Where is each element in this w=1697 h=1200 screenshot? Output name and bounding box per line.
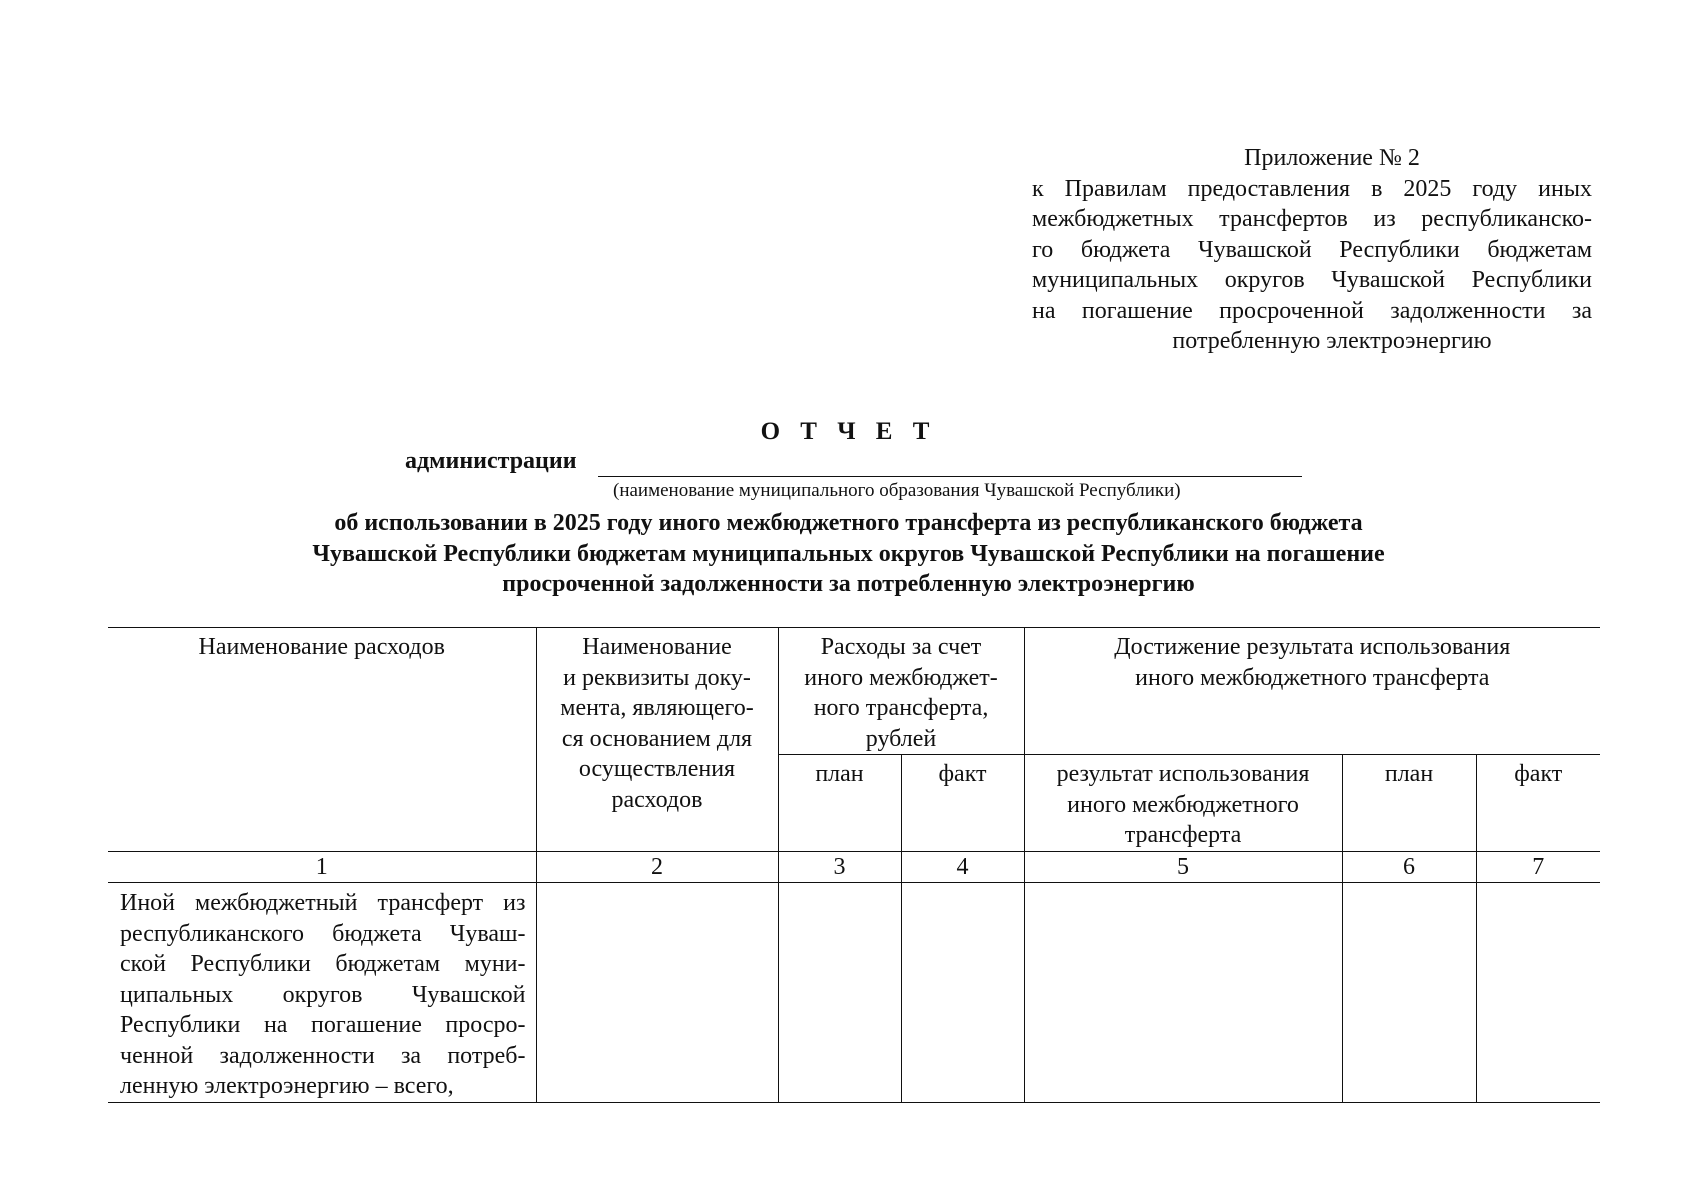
column-number: 3 <box>778 851 901 883</box>
header-document-line: Наименование <box>582 634 732 660</box>
header-result-line: Достижение результата использования <box>1114 634 1511 660</box>
header-plan-2: план <box>1342 755 1476 852</box>
appendix-line: муниципальных округов Чувашской Республики <box>1032 267 1592 293</box>
appendix-line: на погашение просроченной задолженности за <box>1032 297 1592 324</box>
appendix-line: го бюджета Чувашской Республики бюджетам <box>1032 236 1592 263</box>
row-description-line: ской Республики бюджетам муни- <box>120 951 526 977</box>
header-document-line: ся основанием для <box>561 725 753 752</box>
row-cell-plan <box>778 883 901 1103</box>
header-expenses-line: Расходы за счет <box>820 634 982 660</box>
header-plan: план <box>778 755 901 852</box>
subject-line: просроченной задолженности за потребленную электроэнергию <box>502 571 1195 597</box>
report-subject <box>0 508 1697 600</box>
header-fact: факт <box>901 755 1024 852</box>
admin-row <box>405 448 1305 482</box>
appendix-number: Приложение № 2 <box>1244 145 1420 171</box>
appendix-block <box>1032 143 1592 357</box>
column-number: 1 <box>108 851 536 883</box>
subject-line: Чувашской Республики бюджетам муниципальных округов Чувашской Республики на погашение <box>312 540 1385 567</box>
column-number: 2 <box>536 851 778 883</box>
header-result-usage-line: результат использования <box>1056 761 1310 787</box>
row-description-line: Республики на погашение просро- <box>120 1012 526 1038</box>
header-document-line: мента, являющего- <box>560 695 754 721</box>
header-fact-2: факт <box>1476 755 1600 852</box>
column-numbers-row <box>108 851 1600 883</box>
header-expenses-line: ного трансферта, <box>813 695 989 721</box>
table-row <box>108 883 1600 1103</box>
row-description-line: республиканского бюджета Чуваш- <box>120 920 526 947</box>
header-expenses-line: рублей <box>865 725 937 752</box>
header-result-line: иного межбюджетного трансферта <box>1135 664 1490 691</box>
report-title: О Т Ч Е Т <box>760 418 937 445</box>
header-document-line: расходов <box>611 786 703 813</box>
header-document <box>536 628 778 852</box>
row-description-line: Иной межбюджетный трансферт из <box>120 890 526 916</box>
header-expense-name: Наименование расходов <box>108 628 536 852</box>
admin-label: администрации <box>405 448 577 474</box>
header-expenses-line: иного межбюджет- <box>804 664 998 691</box>
column-number: 6 <box>1342 851 1476 883</box>
row-description-line: ленную электроэнергию – всего, <box>120 1073 454 1099</box>
report-table <box>108 627 1600 1103</box>
header-expenses <box>778 628 1024 755</box>
row-description-line: ченной задолженности за потреб- <box>120 1042 526 1069</box>
row-description-line: ципальных округов Чувашской <box>120 981 526 1008</box>
column-number: 4 <box>901 851 1024 883</box>
row-cell-plan-2 <box>1342 883 1476 1103</box>
admin-caption: (наименование муниципального образования Чувашской Республики) <box>613 480 1181 501</box>
header-result-usage-line: иного межбюджетного <box>1067 791 1299 818</box>
row-description <box>108 883 536 1103</box>
appendix-line: к Правилам предоставления в 2025 году иных <box>1032 175 1592 202</box>
row-cell-fact <box>901 883 1024 1103</box>
column-number: 5 <box>1024 851 1342 883</box>
row-cell-fact-2 <box>1476 883 1600 1103</box>
column-number: 7 <box>1476 851 1600 883</box>
admin-name-fill-line <box>598 476 1302 477</box>
header-result-usage-line: трансферта <box>1124 822 1242 848</box>
header-result-achievement <box>1024 628 1600 755</box>
row-cell-document <box>536 883 778 1103</box>
appendix-last-line: потребленную электроэнергию <box>1172 328 1492 354</box>
header-document-line: и реквизиты доку- <box>563 664 751 691</box>
header-result <box>1024 755 1342 852</box>
subject-line: об использовании в 2025 году иного межбюджетного трансферта из республиканского бюджета <box>334 510 1363 536</box>
row-cell-result <box>1024 883 1342 1103</box>
header-document-line: осуществления <box>578 756 736 782</box>
appendix-line: межбюджетных трансфертов из республиканско- <box>1032 206 1592 232</box>
